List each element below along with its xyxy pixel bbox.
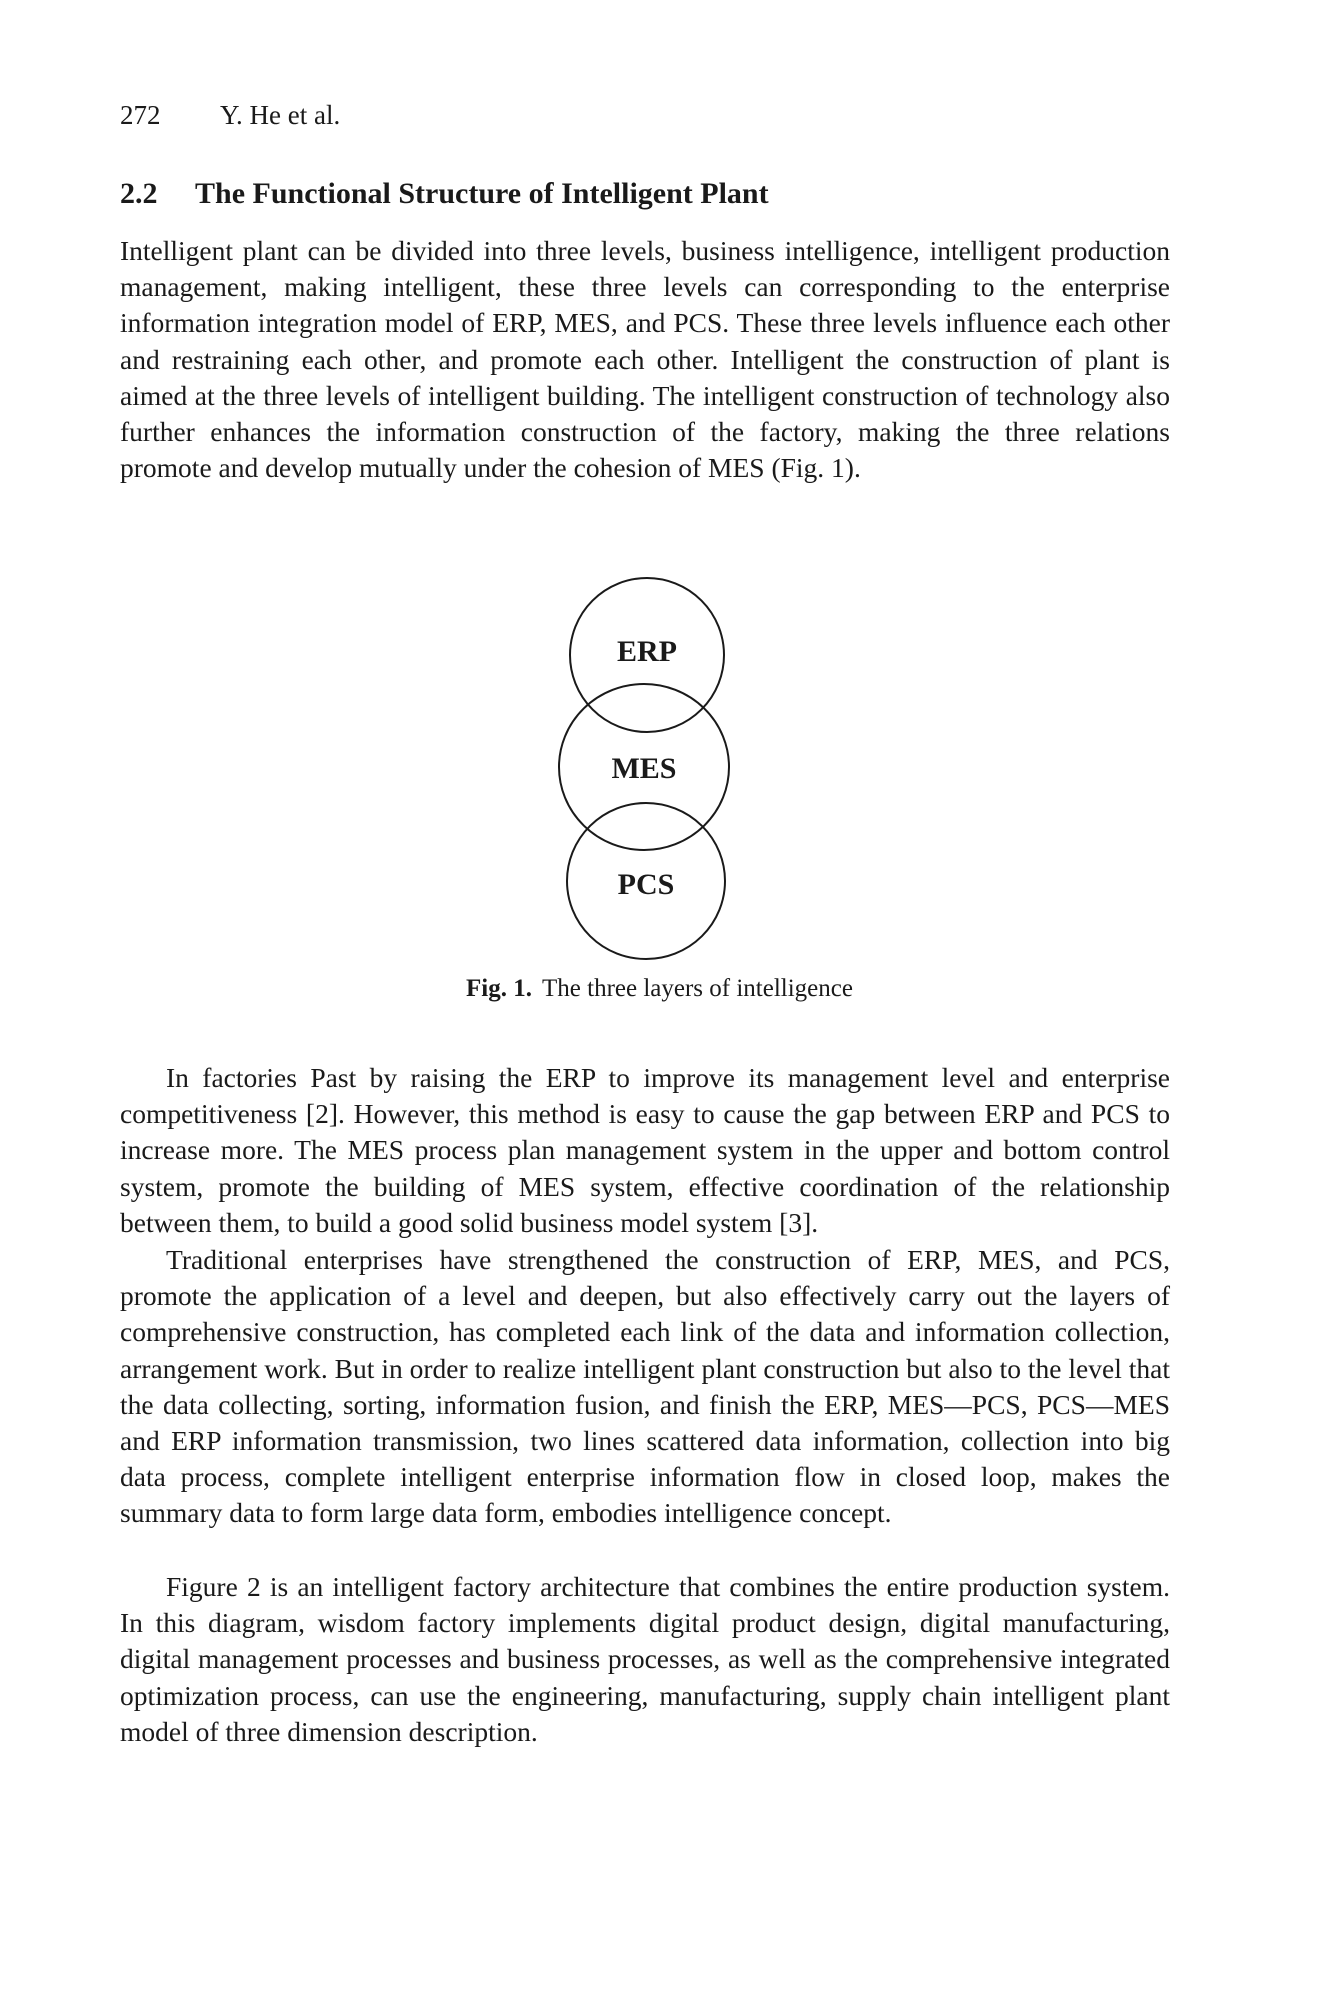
paragraph-2: In factories Past by raising the ERP to improve its management level and enterprise competitiveness [2]. However, this method is easy to cause the gap between ERP and PCS to increase more. The MES process plan management system in the upper and bottom control system, promote the building of MES system, effective coordination of the relationship between them, to build a good solid business model system [3]. [120,1062,1170,1238]
figure-caption-label: Fig. 1. [466,975,532,1002]
figure-caption [0,973,1319,1005]
figure-caption-text: The three layers of intelligence [542,975,853,1002]
running-head-authors: Y. He et al. [220,100,341,130]
venn-diagram [0,575,1319,970]
paragraph-3: Traditional enterprises have strengthened the construction of ERP, MES, and PCS, promote the application of a level and deepen, but also effectively carry out the layers of comprehensive construction, has completed each link of the data and information collection, arrangement work. But in order to realize intelligent plant construction but also to the level that the data collecting, sorting, information fusion, and finish the ERP, MES—PCS, PCS—MES and ERP information transmission, two lines scattered data information, collection into big data process, complete intelligent enterprise information flow in closed loop, makes the summary data to form large data form, embodies intelligence concept. [120,1244,1170,1529]
section-number: 2.2 [120,177,158,210]
circle-label-mes: MES [611,752,677,785]
page-number: 272 [120,100,161,130]
section-title: The Functional Structure of Intelligent Plant [195,177,769,210]
figure-1 [0,575,1319,1035]
circle-label-erp: ERP [617,635,677,668]
section-heading [120,176,769,212]
paragraph-4: Figure 2 is an intelligent factory architecture that combines the entire production system. In this diagram, wisdom factory implements digital product design, digital manufacturing, digital management processes and business processes, as well as the comprehensive integrated optimization process, can use the engineering, manufacturing, supply chain intelligent plant model of three dimension description. [120,1571,1170,1747]
circle-label-pcs: PCS [617,868,675,901]
running-head [120,98,340,132]
paragraph-1: Intelligent plant can be divided into three levels, business intelligence, intelligent production management, making intelligent, these three levels can corresponding to the enterprise information integration model of ERP, MES, and PCS. These three levels influence each other and restraining each other, and promote each other. Intelligent the construction of plant is aimed at the three levels of intelligent building. The intelligent construction of technology also further enhances the information construction of the factory, making the three relations promote and develop mutually under the cohesion of MES (Fig. 1). [120,235,1170,484]
